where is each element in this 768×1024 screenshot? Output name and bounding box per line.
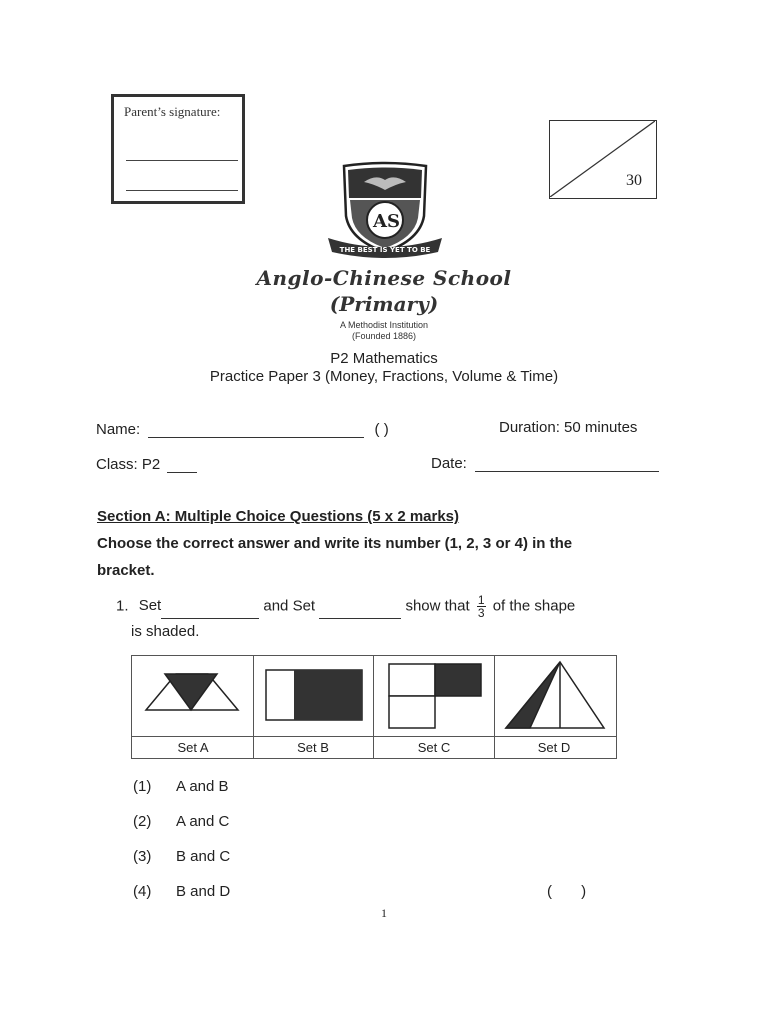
school-founded: (Founded 1886) <box>351 331 417 341</box>
duration-text: Duration: 50 minutes <box>499 419 638 436</box>
set-a-trapezoid-shape <box>142 670 242 714</box>
answer-blank-set-2[interactable] <box>319 618 401 619</box>
option-number: (3) <box>133 848 152 865</box>
score-total: 30 <box>626 172 642 189</box>
signature-line[interactable] <box>126 160 238 161</box>
index-bracket[interactable]: ( ) <box>374 421 389 438</box>
question-text-part: Set <box>138 597 162 615</box>
parent-signature-label: Parent’s signature: <box>124 104 221 119</box>
crest-motto: THE BEST IS YET TO BE <box>339 246 431 254</box>
option-text: A and B <box>176 778 229 795</box>
paper-title: Practice Paper 3 (Money, Fractions, Volume & Time) <box>209 368 559 385</box>
question-1-line2: is shaded. <box>131 623 200 640</box>
option-2[interactable] <box>133 813 230 831</box>
class-row <box>96 456 197 473</box>
name-row <box>96 421 389 438</box>
question-1-text <box>116 594 575 619</box>
section-instruction-line2: bracket. <box>97 562 155 579</box>
question-number: 1. <box>116 597 129 615</box>
parent-signature-box <box>111 94 245 204</box>
shapes-table <box>131 655 617 759</box>
school-name: Anglo-Chinese School <box>256 266 512 290</box>
section-heading: Section A: Multiple Choice Questions (5 x 2 marks) <box>97 508 460 525</box>
set-label: Set C <box>417 740 451 755</box>
set-c-squares-shape <box>385 660 485 730</box>
date-label: Date: <box>431 455 467 472</box>
set-label: Set D <box>537 740 571 755</box>
signature-line[interactable] <box>126 190 238 191</box>
date-row <box>431 455 659 472</box>
date-field[interactable] <box>475 471 659 472</box>
question-text-part: of the shape <box>492 597 576 615</box>
set-b-rectangle-shape <box>262 666 366 722</box>
fraction-numerator: 1 <box>477 593 485 607</box>
answer-bracket[interactable]: ( ) <box>547 883 587 900</box>
option-text: B and D <box>176 883 231 900</box>
option-number: (1) <box>133 778 152 795</box>
question-text-part: and Set <box>263 597 316 615</box>
paper-subject: P2 Mathematics <box>330 350 438 367</box>
name-label: Name: <box>96 421 141 438</box>
school-crest <box>324 160 446 260</box>
option-number: (2) <box>133 813 152 830</box>
class-label: Class: P2 <box>96 456 161 473</box>
name-field[interactable] <box>148 437 364 438</box>
option-text: A and C <box>176 813 230 830</box>
set-d-triangle-shape <box>502 658 608 732</box>
school-institution: A Methodist Institution <box>339 320 429 330</box>
question-text-part: show that <box>405 597 470 615</box>
option-1[interactable] <box>133 778 229 796</box>
option-4[interactable] <box>133 883 231 901</box>
option-number: (4) <box>133 883 152 900</box>
fraction-one-third <box>477 594 486 619</box>
fraction-denominator: 3 <box>477 606 485 620</box>
crest-initials: AS <box>373 211 400 232</box>
option-text: B and C <box>176 848 231 865</box>
crest-shield-icon <box>324 160 446 260</box>
answer-blank-set-1[interactable] <box>161 618 259 619</box>
school-subtitle: (Primary) <box>329 292 439 316</box>
table-label-divider <box>132 736 616 737</box>
score-box <box>549 120 657 199</box>
page-number: 1 <box>381 906 387 920</box>
set-label: Set A <box>177 740 209 755</box>
set-label: Set B <box>297 740 329 755</box>
class-field[interactable] <box>167 472 197 473</box>
section-instruction-line1: Choose the correct answer and write its number (1, 2, 3 or 4) in the <box>97 535 573 552</box>
option-3[interactable] <box>133 848 231 866</box>
